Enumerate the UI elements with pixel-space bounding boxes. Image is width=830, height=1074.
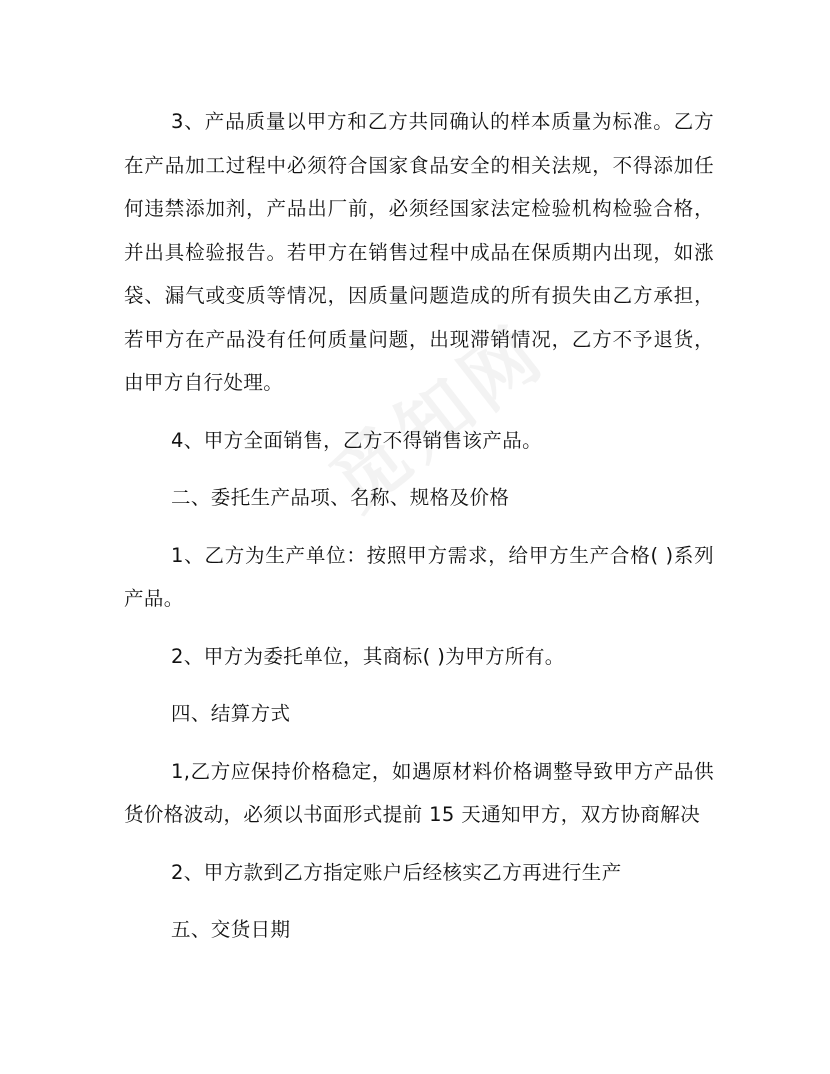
clause-4-exclusive-sales: 4、甲方全面销售，乙方不得销售该产品。: [171, 428, 543, 452]
clause-2-trademark: 2、甲方为委托单位，其商标( )为甲方所有。: [171, 644, 565, 668]
clause-1-price-stability: 1,乙方应保持价格稳定，如遇原材料价格调整导致甲方产品供货价格波动，必须以书面形式提前 15 天通知甲方，双方协商解决: [124, 759, 714, 826]
clause-3-quality-standard: 3、产品质量以甲方和乙方共同确认的样本质量为标准。乙方在产品加工过程中必须符合国家食品安全的相关法规，不得添加任何违禁添加剂，产品出厂前，必须经国家法定检验机构检验合格，并出具检验报告。若甲方在销售过程中成品在保质期内出现，如涨袋、漏气或变质等情况，因质量问题造成的所有损失由乙方承担，若甲方在产品没有任何质量问题，出现滞销情况，乙方不予退货，由甲方自行处理。: [124, 110, 714, 394]
section-heading-delivery-date: 五、交货日期: [171, 918, 291, 941]
document-body: [124, 100, 714, 952]
clause-2-payment: 2、甲方款到乙方指定账户后经核实乙方再进行生产: [171, 860, 622, 884]
section-heading-products: 二、委托生产品项、名称、规格及价格: [171, 486, 510, 509]
clause-1-production-unit: 1、乙方为生产单位：按照甲方需求，给甲方生产合格( )系列产品。: [124, 543, 714, 610]
section-heading-settlement: 四、结算方式: [171, 702, 291, 725]
